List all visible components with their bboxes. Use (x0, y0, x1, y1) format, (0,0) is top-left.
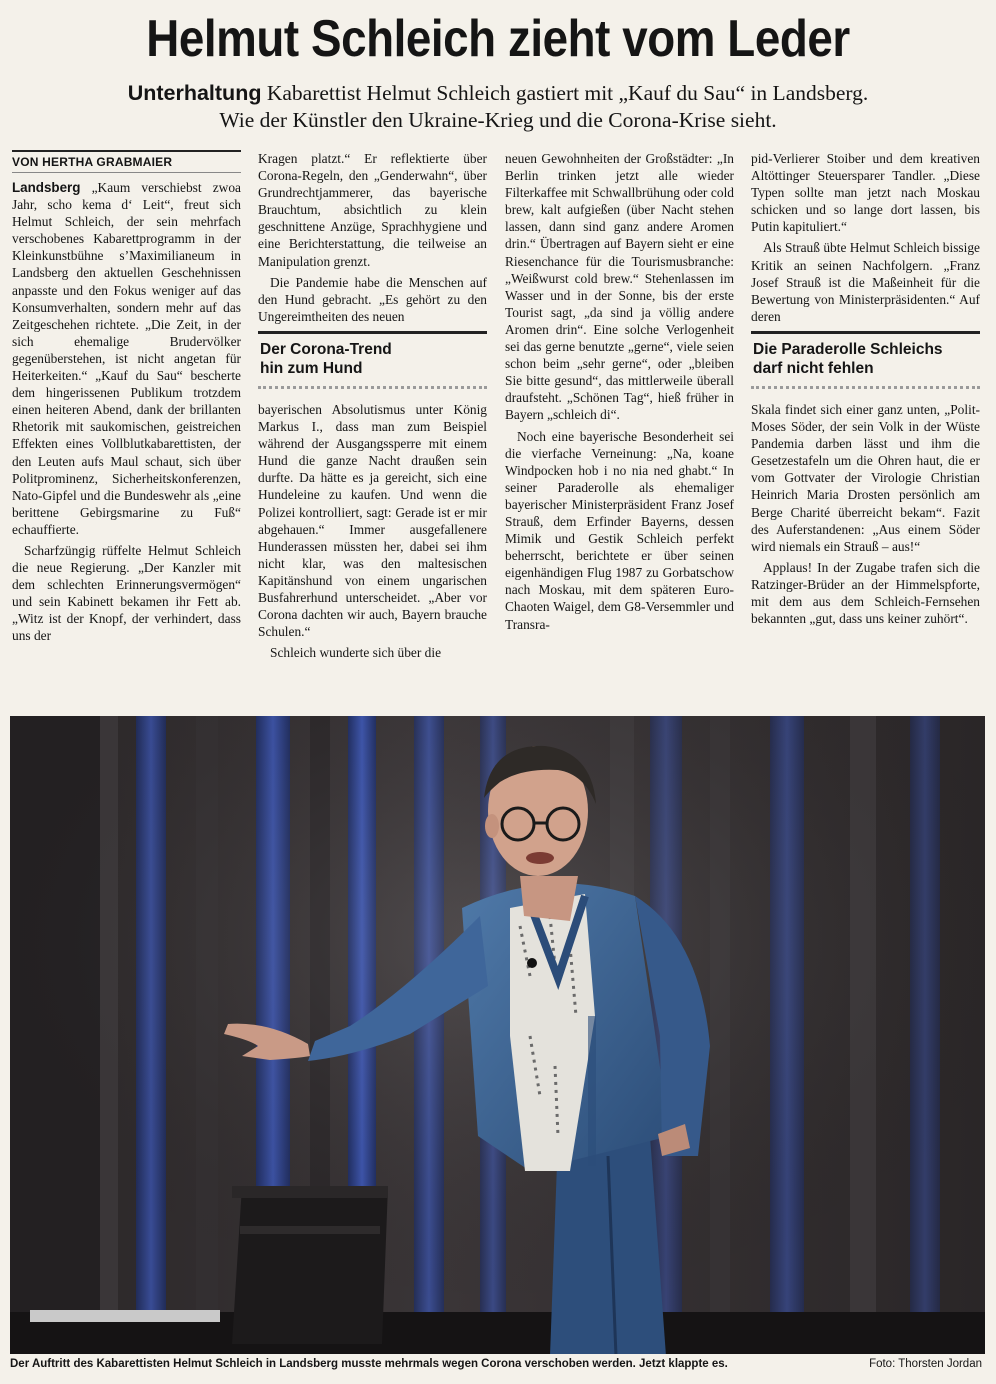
paragraph: Scharfzüngig rüffelte Helmut Schleich die neue Regierung. „Der Kanzler mit dem schlechten Erinnerungsvermögen“ und sein Kabinett bekamen ihr Fett ab. „Witz ist der Knopf, der verhindert, dass uns der (12, 542, 241, 644)
paragraph: pid-Verlierer Stoiber und dem kreativen Altöttinger Steuersparer Tandler. „Diese Typen sollte man jetzt nach Moskau schicken und so lange dort lassen, bis Putin kapituliert.“ (751, 151, 980, 235)
paragraph: neuen Gewohnheiten der Großstädter: „In Berlin trinken jetzt alle wieder Filterkaffee mit Schwallbrühung oder cold brew, kalt aufgießen (über Nacht stehen lassen, dann sind ganz andere Aromen drin.“ Übertragen auf Bayern sieht er eine Riesenchance für die Tourismusbranche: „Weißwurst cold brew.“ Stehenlassen im Wasser und in der Sonne, bis der erste Tourist sagt, „da sind ja völlig andere Aromen drin“. Eine solche Verlogenheit sei das gerne benutzte „gerne“, viele seien schon beim „sehr gerne“, oder „bleiben Sie bitte gesund“, das mittlerweile überall draufsteht. „Schönen Tag“, hieß früher in Bayern „schleich di“. (505, 151, 734, 423)
subhead-line-2: hin zum Hund (260, 359, 363, 377)
stage-photo (10, 716, 985, 1354)
article-column-2 (258, 150, 487, 661)
paragraph: Noch eine bayerische Besonderheit sei die vierfache Verneinung: „Na, koane Windpocken hob i no nia ned ghabt.“ In seiner Paraderolle als ehemaliger bayerischer Ministerpräsident Franz Josef Strauß, dem Erfinder Bayerns, dessen Mimik und Gestik Schleich perfekt beherrscht, berichtete er über seinen eigenhändigen Flug 1987 zu Gorbatschow nach Moskau, mit dem späteren Euro-Chaoten Waigel, dem G8-Versemmler und Transra- (505, 428, 734, 632)
photo-credit: Foto: Thorsten Jordan (869, 1358, 982, 1370)
paragraph: Skala findet sich einer ganz unten, „Polit-Moses Söder, der sein Volk in der Wüste Pandemia darben lässt und ihm die Gesetzestafeln um die Ohren haut, die er vom Gottvater der Virologie Christian Heinrich Maria Drosten persönlich am Berge Charité überreicht bekam“. Fazit des Auferstandenen: „Aus einem Söder wird niemals ein Strauß – aus!“ (751, 401, 980, 554)
subhead-paraderolle (751, 331, 980, 389)
dek-line-2: Wie der Künstler den Ukraine-Krieg und die Corona-Krise sieht. (219, 108, 777, 132)
paragraph: Applaus! In der Zugabe trafen sich die Ratzinger-Brüder an der Himmelspforte, mit dem aus dem Schleich-Fernsehen bekannten „gut, dass uns keiner zuhört“. (751, 559, 980, 627)
subhead-line-1: Der Corona-Trend (260, 340, 392, 358)
dek-line-1: Kabarettist Helmut Schleich gastiert mit „Kauf du Sau“ in Landsberg. (266, 81, 869, 105)
paragraph: bayerischen Absolutismus unter König Markus I., dass man zum Beispiel während der Ausgangssperre mit einem Hund die ganze Nacht draußen sein durfte. Da hätte es ja gereicht, sich eine Hundeleine zu kaufen. Und wenn die Polizei kontrolliert, sagt: Gerade ist er mir abgehauen.“ Immer ausgefallenere Hunderassen müssten her, dabei sei ihm nicht klar, was den maltesischen Kapitänshund von einem ungarischen Busfahrerhund unterscheidet. „Aber vor Corona dachten wir auch, Bayern brauche Schulen.“ (258, 401, 487, 640)
paragraph: Kragen platzt.“ Er reflektierte über Corona-Regeln, den „Genderwahn“, über Grundrechtjammerer, das bayerische Brauchtum, absichtlich zu klein geschnittene Anzüge, Sprachhygiene und eine Berichterstattung, die teilweise an Manipulation grenzt. (258, 151, 487, 269)
headline: Helmut Schleich zieht vom Leder (146, 10, 850, 68)
paragraph: Schleich wunderte sich über die (270, 645, 442, 661)
performer-illustration (10, 716, 985, 1354)
subhead-line-2: darf nicht fehlen (753, 359, 874, 377)
paragraph: Die Pandemie habe die Menschen auf den Hund gebracht. „Es gehört zu den Ungereimtheiten des neuen (258, 274, 487, 324)
subhead-line-1: Die Paraderolle Schleichs (753, 340, 943, 358)
subheadline (0, 80, 996, 134)
article-column-4 (751, 150, 980, 627)
dateline: Landsberg (12, 180, 81, 195)
byline: VON HERTHA GRABMAIER (12, 150, 241, 173)
dek-kicker: Unterhaltung (127, 81, 262, 105)
article-column-3 (505, 150, 734, 633)
article-column-1 (12, 150, 241, 645)
photo-caption: Der Auftritt des Kabarettisten Helmut Schleich in Landsberg musste mehrmals wegen Corona verschoben werden. Jetzt klappte es. (10, 1358, 728, 1370)
subhead-corona-trend (258, 331, 487, 389)
paragraph-text: „Kaum verschiebst zwoa Jahr, scho kema d‘ Leit“, freut sich Helmut Schleich, der sein mehrfach verschobenes Kabarettprogramm in der Kleinkunstbühne s’Maximilianeum in Landsberg den aktuellen Geschehnissen anpasste und den Fokus weniger auf das Konsumverhalten, sondern mehr auf das Zeitgeschehen richtete. „Die Zeit, in der sich ehemalige Brudervölker gegenüberstehen, ist nicht angetan für Heiterkeiten.“ „Kauf du Sau“ bescherte dem hingerissenen Publikum trotzdem einen heiteren Abend, dank der brillanten Rhetorik mit saukomischen, geistreichen Effekten eines Vollblutkabarettisten, der den Leuten aufs Maul schaut, sich über Politprominenz, Sicherheitskonferenzen, Nato-Gipfel und die Bundeswehr als „eine berittene Gebirgsmarine zu Fuß“ echauffierte. (12, 180, 241, 537)
paragraph: Als Strauß übte Helmut Schleich bissige Kritik an seinen Nachfolgern. „Franz Josef Strauß ist die Maßeinheit für die Bewertung von Ministerpräsidenten.“ Auf deren (751, 240, 980, 324)
paragraph (12, 179, 241, 538)
